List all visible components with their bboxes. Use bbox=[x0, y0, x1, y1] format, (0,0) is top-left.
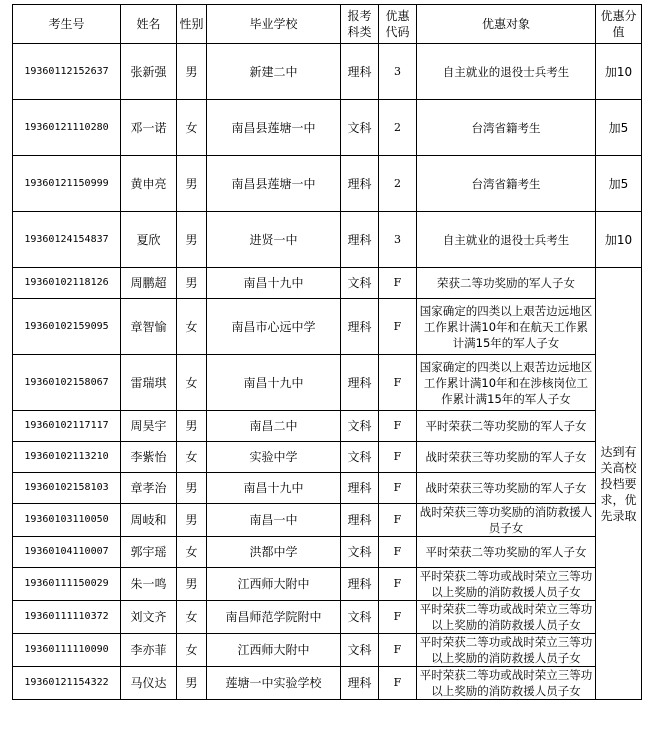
cell-school: 南昌市心远中学 bbox=[207, 299, 341, 355]
cell-gender: 女 bbox=[177, 601, 207, 634]
header-target: 优惠对象 bbox=[417, 5, 596, 44]
cell-id: 19360103110050 bbox=[13, 504, 121, 537]
cell-subject: 理科 bbox=[341, 299, 379, 355]
cell-subject: 文科 bbox=[341, 537, 379, 568]
cell-code: 2 bbox=[379, 100, 417, 156]
cell-id: 19360111110090 bbox=[13, 634, 121, 667]
cell-target: 平时荣获二等功奖励的军人子女 bbox=[417, 411, 596, 442]
table-row bbox=[13, 268, 642, 299]
cell-target: 国家确定的四类以上艰苦边远地区工作累计满10年和在涉核岗位工作累计满15年的军人子女 bbox=[417, 355, 596, 411]
cell-id: 19360102117117 bbox=[13, 411, 121, 442]
cell-name: 李亦菲 bbox=[121, 634, 177, 667]
cell-code: 3 bbox=[379, 212, 417, 268]
cell-bonus: 加5 bbox=[596, 156, 642, 212]
cell-gender: 男 bbox=[177, 156, 207, 212]
roster-table bbox=[12, 4, 642, 700]
cell-school: 江西师大附中 bbox=[207, 634, 341, 667]
table-row bbox=[13, 411, 642, 442]
table-row bbox=[13, 100, 642, 156]
cell-code: F bbox=[379, 411, 417, 442]
cell-name: 黄申亮 bbox=[121, 156, 177, 212]
cell-id: 19360102158067 bbox=[13, 355, 121, 411]
cell-name: 马仪达 bbox=[121, 667, 177, 700]
cell-code: 2 bbox=[379, 156, 417, 212]
cell-code: F bbox=[379, 537, 417, 568]
cell-gender: 男 bbox=[177, 44, 207, 100]
cell-school: 实验中学 bbox=[207, 442, 341, 473]
cell-subject: 理科 bbox=[341, 504, 379, 537]
cell-school: 南昌十九中 bbox=[207, 473, 341, 504]
cell-school: 洪都中学 bbox=[207, 537, 341, 568]
cell-code: F bbox=[379, 442, 417, 473]
cell-id: 19360124154837 bbox=[13, 212, 121, 268]
cell-gender: 女 bbox=[177, 537, 207, 568]
cell-subject: 理科 bbox=[341, 156, 379, 212]
cell-bonus: 加10 bbox=[596, 212, 642, 268]
header-row bbox=[13, 5, 642, 44]
cell-target: 战时荣获三等功奖励的消防救援人员子女 bbox=[417, 504, 596, 537]
cell-code: 3 bbox=[379, 44, 417, 100]
cell-id: 19360102113210 bbox=[13, 442, 121, 473]
table-row bbox=[13, 442, 642, 473]
cell-name: 周昊宇 bbox=[121, 411, 177, 442]
cell-school: 江西师大附中 bbox=[207, 568, 341, 601]
cell-id: 19360112152637 bbox=[13, 44, 121, 100]
cell-school: 新建二中 bbox=[207, 44, 341, 100]
cell-name: 李紫怡 bbox=[121, 442, 177, 473]
cell-id: 19360102118126 bbox=[13, 268, 121, 299]
cell-target: 平时荣获二等功或战时荣立三等功以上奖励的消防救援人员子女 bbox=[417, 601, 596, 634]
cell-code: F bbox=[379, 504, 417, 537]
cell-target: 平时荣获二等功或战时荣立三等功以上奖励的消防救援人员子女 bbox=[417, 667, 596, 700]
cell-target: 平时荣获二等功或战时荣立三等功以上奖励的消防救援人员子女 bbox=[417, 568, 596, 601]
cell-code: F bbox=[379, 299, 417, 355]
cell-school: 进贤一中 bbox=[207, 212, 341, 268]
cell-code: F bbox=[379, 473, 417, 504]
cell-name: 周岐和 bbox=[121, 504, 177, 537]
cell-id: 19360111150029 bbox=[13, 568, 121, 601]
cell-target: 自主就业的退役士兵考生 bbox=[417, 44, 596, 100]
table-row bbox=[13, 634, 642, 667]
cell-target: 平时荣获二等功奖励的军人子女 bbox=[417, 537, 596, 568]
cell-name: 章孝治 bbox=[121, 473, 177, 504]
header-name: 姓名 bbox=[121, 5, 177, 44]
cell-subject: 文科 bbox=[341, 634, 379, 667]
cell-id: 19360121154322 bbox=[13, 667, 121, 700]
cell-school: 南昌师范学院附中 bbox=[207, 601, 341, 634]
cell-subject: 文科 bbox=[341, 268, 379, 299]
cell-code: F bbox=[379, 355, 417, 411]
cell-school: 南昌一中 bbox=[207, 504, 341, 537]
cell-school: 南昌二中 bbox=[207, 411, 341, 442]
cell-gender: 男 bbox=[177, 473, 207, 504]
cell-name: 邓一诺 bbox=[121, 100, 177, 156]
table-row bbox=[13, 355, 642, 411]
cell-gender: 男 bbox=[177, 504, 207, 537]
cell-code: F bbox=[379, 667, 417, 700]
cell-gender: 男 bbox=[177, 568, 207, 601]
cell-subject: 理科 bbox=[341, 212, 379, 268]
cell-name: 夏欣 bbox=[121, 212, 177, 268]
roster-body bbox=[13, 44, 642, 700]
cell-target: 国家确定的四类以上艰苦边远地区工作累计满10年和在航天工作累计满15年的军人子女 bbox=[417, 299, 596, 355]
cell-gender: 男 bbox=[177, 268, 207, 299]
table-row bbox=[13, 601, 642, 634]
cell-code: F bbox=[379, 634, 417, 667]
cell-gender: 男 bbox=[177, 212, 207, 268]
cell-code: F bbox=[379, 268, 417, 299]
cell-name: 刘文齐 bbox=[121, 601, 177, 634]
merged-bonus-cell: 达到有关高校投档要求，优先录取 bbox=[596, 268, 642, 700]
cell-gender: 女 bbox=[177, 100, 207, 156]
cell-gender: 男 bbox=[177, 411, 207, 442]
cell-target: 自主就业的退役士兵考生 bbox=[417, 212, 596, 268]
table-row bbox=[13, 156, 642, 212]
cell-gender: 男 bbox=[177, 667, 207, 700]
cell-gender: 女 bbox=[177, 355, 207, 411]
cell-school: 莲塘一中实验学校 bbox=[207, 667, 341, 700]
cell-id: 19360121110280 bbox=[13, 100, 121, 156]
cell-subject: 理科 bbox=[341, 568, 379, 601]
cell-school: 南昌十九中 bbox=[207, 355, 341, 411]
table-row bbox=[13, 44, 642, 100]
cell-bonus: 加5 bbox=[596, 100, 642, 156]
table-row bbox=[13, 299, 642, 355]
cell-target: 战时荣获三等功奖励的军人子女 bbox=[417, 442, 596, 473]
cell-gender: 女 bbox=[177, 299, 207, 355]
cell-subject: 理科 bbox=[341, 667, 379, 700]
header-subject: 报考科类 bbox=[341, 5, 379, 44]
cell-gender: 女 bbox=[177, 634, 207, 667]
cell-name: 周鹏超 bbox=[121, 268, 177, 299]
header-gender: 性别 bbox=[177, 5, 207, 44]
cell-subject: 文科 bbox=[341, 411, 379, 442]
cell-subject: 理科 bbox=[341, 473, 379, 504]
cell-code: F bbox=[379, 568, 417, 601]
cell-subject: 文科 bbox=[341, 100, 379, 156]
cell-subject: 理科 bbox=[341, 355, 379, 411]
cell-school: 南昌十九中 bbox=[207, 268, 341, 299]
table-row bbox=[13, 568, 642, 601]
cell-target: 荣获二等功奖励的军人子女 bbox=[417, 268, 596, 299]
cell-target: 战时荣获三等功奖励的军人子女 bbox=[417, 473, 596, 504]
header-school: 毕业学校 bbox=[207, 5, 341, 44]
cell-target: 平时荣获二等功或战时荣立三等功以上奖励的消防救援人员子女 bbox=[417, 634, 596, 667]
cell-id: 19360102159095 bbox=[13, 299, 121, 355]
cell-id: 19360102158103 bbox=[13, 473, 121, 504]
cell-school: 南昌县莲塘一中 bbox=[207, 100, 341, 156]
cell-name: 张新强 bbox=[121, 44, 177, 100]
header-bonus: 优惠分值 bbox=[596, 5, 642, 44]
header-id: 考生号 bbox=[13, 5, 121, 44]
cell-id: 19360121150999 bbox=[13, 156, 121, 212]
table-row bbox=[13, 212, 642, 268]
cell-bonus: 加10 bbox=[596, 44, 642, 100]
cell-id: 19360111110372 bbox=[13, 601, 121, 634]
cell-name: 郭宇瑶 bbox=[121, 537, 177, 568]
cell-target: 台湾省籍考生 bbox=[417, 156, 596, 212]
table-row bbox=[13, 473, 642, 504]
cell-subject: 文科 bbox=[341, 442, 379, 473]
cell-school: 南昌县莲塘一中 bbox=[207, 156, 341, 212]
table-row bbox=[13, 504, 642, 537]
cell-code: F bbox=[379, 601, 417, 634]
table-row bbox=[13, 667, 642, 700]
table-row bbox=[13, 537, 642, 568]
cell-gender: 女 bbox=[177, 442, 207, 473]
cell-target: 台湾省籍考生 bbox=[417, 100, 596, 156]
cell-name: 章智愉 bbox=[121, 299, 177, 355]
cell-name: 雷瑞琪 bbox=[121, 355, 177, 411]
header-code: 优惠代码 bbox=[379, 5, 417, 44]
cell-subject: 文科 bbox=[341, 601, 379, 634]
cell-id: 19360104110007 bbox=[13, 537, 121, 568]
cell-name: 朱一鸣 bbox=[121, 568, 177, 601]
cell-subject: 理科 bbox=[341, 44, 379, 100]
